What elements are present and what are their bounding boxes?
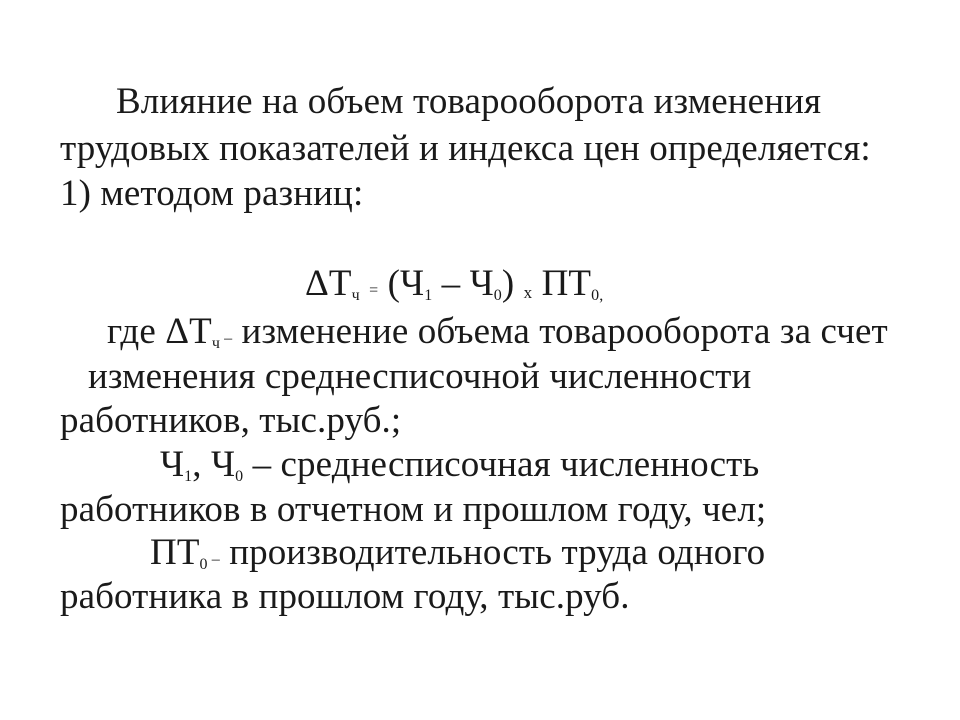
def-ch0-subscript: 0	[235, 468, 244, 485]
def-pt-symbol: ПТ	[150, 532, 200, 573]
formula-ch1-subscript: 1	[424, 287, 433, 304]
formula-open: (Ч	[387, 263, 425, 304]
intro-line-1: Влияние на объем товарооборота изменения	[116, 81, 822, 122]
intro-line-2: трудовых показателей и индекса цен определяется:	[60, 128, 871, 169]
def-delta-dash: –	[219, 330, 233, 347]
def-delta-line-3: работников, тыс.руб.;	[60, 400, 402, 441]
intro-line-3: 1) методом разниц:	[60, 173, 364, 214]
formula-times: х	[523, 283, 533, 302]
formula-pt-subscript: 0,	[591, 287, 604, 304]
def-ch-line-2: работников в отчетном и прошлом году, чел;	[60, 489, 767, 530]
def-pt-text: производительность труда одного	[219, 532, 766, 573]
formula-lhs-subscript: ч	[351, 287, 360, 304]
def-ch-mid: , Ч	[192, 444, 236, 485]
formula-equals: =	[369, 282, 379, 299]
formula	[305, 262, 603, 313]
formula-pt: ПТ	[541, 263, 592, 304]
def-delta-line-1	[107, 310, 888, 361]
formula-ch0-subscript: 0	[493, 287, 502, 304]
formula-lhs: ΔТ	[305, 263, 352, 304]
formula-minus: – Ч	[432, 263, 494, 304]
def-pt-dash: –	[207, 551, 220, 568]
def-delta-subscript: ч	[211, 335, 220, 352]
def-ch-text: – среднесписочная численность	[243, 444, 760, 485]
formula-close: )	[501, 263, 515, 304]
def-delta-prefix: где ΔТ	[107, 311, 212, 352]
def-ch1-subscript: 1	[184, 468, 193, 485]
def-delta-text: изменение объема товарооборота за счет	[232, 311, 888, 352]
def-pt-subscript: 0	[199, 556, 208, 573]
def-ch-line-1	[160, 443, 759, 494]
def-ch-symbol: Ч	[160, 444, 185, 485]
def-pt-line-2: работника в прошлом году, тыс.руб.	[60, 576, 630, 617]
def-delta-line-2: изменения среднесписочной численности	[88, 356, 752, 397]
